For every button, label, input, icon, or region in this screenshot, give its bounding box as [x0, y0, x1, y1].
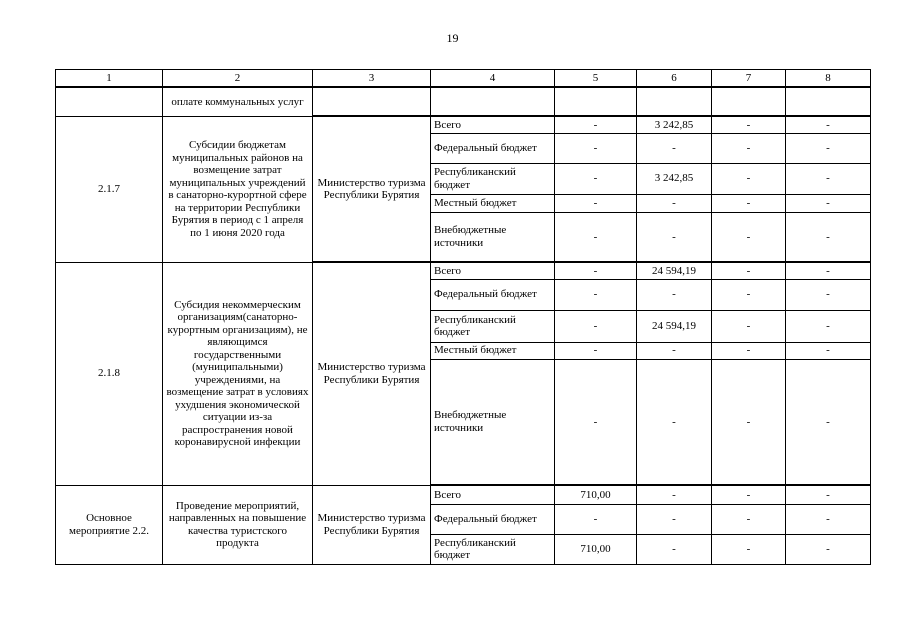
source-cell: Федеральный бюджет [431, 279, 555, 310]
value-cell: - [637, 359, 712, 485]
value-cell: - [637, 485, 712, 504]
value-cell: - [555, 310, 637, 342]
value-cell: - [786, 163, 871, 194]
header-cell: 5 [555, 70, 637, 88]
source-cell: Федеральный бюджет [431, 133, 555, 163]
value-cell: - [555, 133, 637, 163]
source-cell: Всего [431, 262, 555, 279]
source-cell: Республиканский бюджет [431, 163, 555, 194]
value-cell [712, 87, 786, 116]
value-cell: - [637, 504, 712, 534]
value-cell: - [555, 194, 637, 212]
value-cell: - [786, 534, 871, 564]
header-cell: 6 [637, 70, 712, 88]
source-cell: Республиканский бюджет [431, 310, 555, 342]
value-cell: 3 242,85 [637, 163, 712, 194]
header-cell: 8 [786, 70, 871, 88]
value-cell [637, 87, 712, 116]
value-cell: - [786, 133, 871, 163]
code-cell: Основное мероприятие 2.2. [56, 485, 163, 564]
code-cell: 2.1.7 [56, 116, 163, 262]
description-cell: оплате коммунальных услуг [163, 87, 313, 116]
value-cell: - [786, 359, 871, 485]
value-cell [555, 87, 637, 116]
value-cell: - [786, 116, 871, 133]
source-cell [431, 87, 555, 116]
code-cell: 2.1.8 [56, 262, 163, 485]
value-cell: - [637, 133, 712, 163]
source-cell: Местный бюджет [431, 194, 555, 212]
value-cell: - [712, 163, 786, 194]
value-cell: - [555, 116, 637, 133]
table-row [56, 262, 871, 279]
value-cell: 3 242,85 [637, 116, 712, 133]
value-cell: 710,00 [555, 485, 637, 504]
value-cell: - [712, 342, 786, 359]
value-cell: - [712, 534, 786, 564]
source-cell: Республиканский бюджет [431, 534, 555, 564]
value-cell: - [712, 359, 786, 485]
value-cell: - [637, 342, 712, 359]
value-cell: - [637, 534, 712, 564]
value-cell: - [555, 163, 637, 194]
value-cell: - [712, 116, 786, 133]
value-cell: - [637, 279, 712, 310]
ministry-cell: Министерство туризма Республики Бурятия [313, 116, 431, 262]
header-row [56, 70, 871, 88]
value-cell: - [712, 485, 786, 504]
value-cell: - [786, 279, 871, 310]
header-cell: 7 [712, 70, 786, 88]
source-cell: Внебюджетные источники [431, 212, 555, 262]
code-cell [56, 87, 163, 116]
value-cell: - [712, 262, 786, 279]
header-cell: 3 [313, 70, 431, 88]
value-cell: 710,00 [555, 534, 637, 564]
source-cell: Всего [431, 485, 555, 504]
value-cell: - [712, 212, 786, 262]
value-cell: - [786, 504, 871, 534]
table-row [56, 116, 871, 133]
header-cell: 1 [56, 70, 163, 88]
table-row [56, 485, 871, 504]
value-cell: - [786, 212, 871, 262]
ministry-cell [313, 87, 431, 116]
value-cell: - [555, 212, 637, 262]
value-cell: - [555, 262, 637, 279]
description-cell: Проведение мероприятий, направленных на повышение качества туристского продукта [163, 485, 313, 564]
source-cell: Всего [431, 116, 555, 133]
value-cell: - [786, 310, 871, 342]
page-number: 19 [446, 31, 459, 45]
value-cell: 24 594,19 [637, 262, 712, 279]
value-cell: - [712, 310, 786, 342]
value-cell: - [555, 279, 637, 310]
value-cell: - [555, 342, 637, 359]
value-cell: - [637, 212, 712, 262]
header-cell: 4 [431, 70, 555, 88]
description-cell: Субсидия некоммерческим организациям(санаторно-курортным организациям), не являющимся государственными (муниципальными) учреждениями, на возмещение затрат в условиях ухудшения экономической ситуации из-за распространения новой коронавирусной инфекции [163, 262, 313, 485]
value-cell: - [786, 194, 871, 212]
ministry-cell: Министерство туризма Республики Бурятия [313, 485, 431, 564]
source-cell: Внебюджетные источники [431, 359, 555, 485]
value-cell: - [712, 133, 786, 163]
header-cell: 2 [163, 70, 313, 88]
value-cell: - [712, 504, 786, 534]
value-cell: - [712, 194, 786, 212]
value-cell: - [637, 194, 712, 212]
value-cell: - [555, 359, 637, 485]
value-cell: - [555, 504, 637, 534]
value-cell: - [786, 342, 871, 359]
value-cell: 24 594,19 [637, 310, 712, 342]
source-cell: Местный бюджет [431, 342, 555, 359]
value-cell: - [786, 262, 871, 279]
ministry-cell: Министерство туризма Республики Бурятия [313, 262, 431, 485]
source-cell: Федеральный бюджет [431, 504, 555, 534]
table-row [56, 87, 871, 116]
value-cell: - [712, 279, 786, 310]
value-cell: - [786, 485, 871, 504]
description-cell: Субсидии бюджетам муниципальных районов на возмещение затрат муниципальных учреждений в санаторно-курортной сфере на территории Республики Бурятия в период с 1 апреля по 1 июня 2020 года [163, 116, 313, 262]
value-cell [786, 87, 871, 116]
budget-table [55, 69, 871, 565]
